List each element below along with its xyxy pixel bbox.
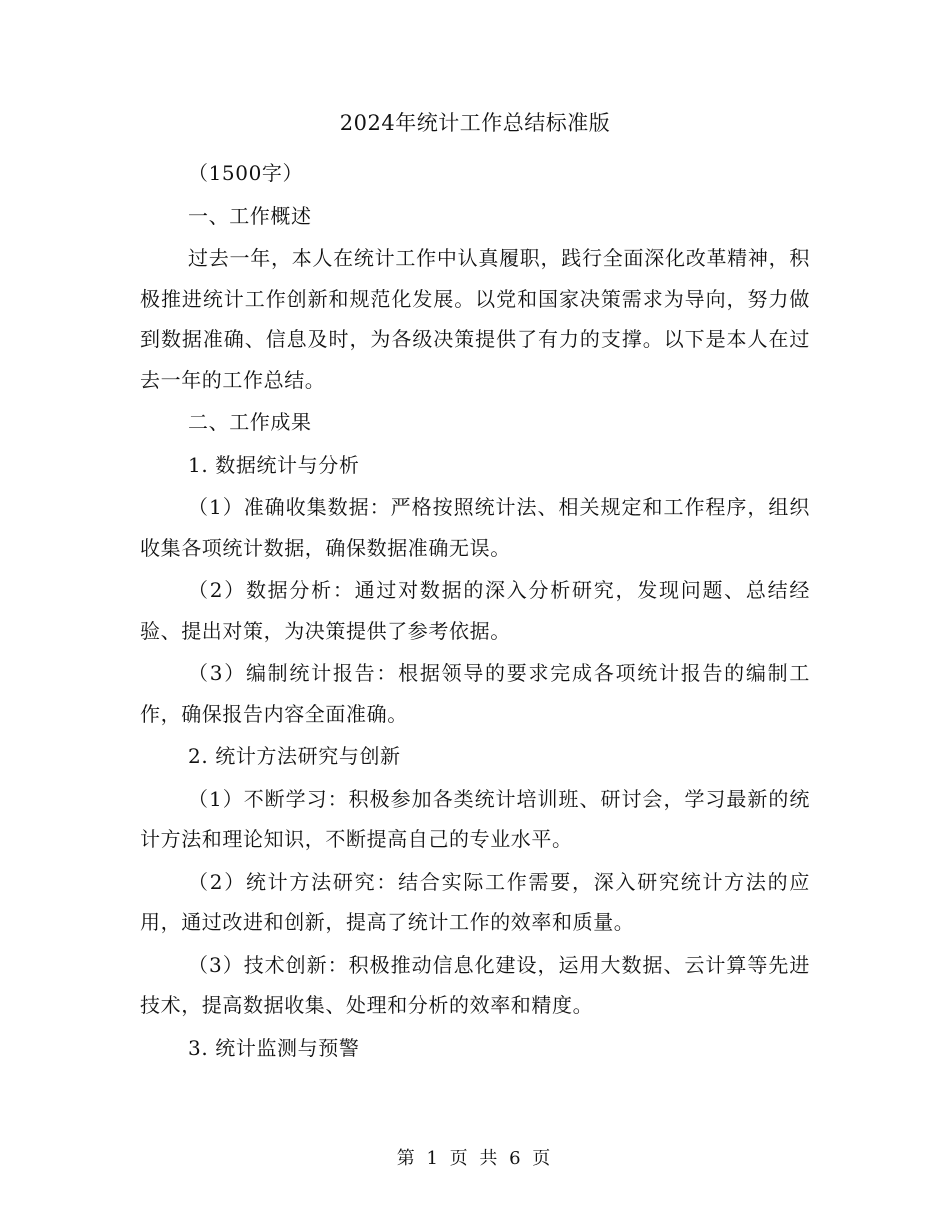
subheading-data-analysis: 1. 数据统计与分析: [188, 452, 360, 477]
paragraph-report: （3）编制统计报告：根据领导的要求完成各项统计报告的编制工作，确保报告内容全面准确。: [140, 661, 810, 726]
paragraph-learning: （1）不断学习：积极参加各类统计培训班、研讨会，学习最新的统计方法和理论知识，不断提高自己的专业水平。: [140, 786, 810, 851]
paragraph-method-research: （2）统计方法研究：结合实际工作需要，深入研究统计方法的应用，通过改进和创新，提高了统计工作的效率和质量。: [140, 869, 810, 934]
document-title: 2024年统计工作总结标准版: [339, 111, 611, 135]
page-footer: 第 1 页 共 6 页: [396, 1148, 554, 1169]
section-heading-overview: 一、工作概述: [188, 203, 312, 228]
word-count-note: （1500字）: [188, 161, 304, 185]
paragraph-analysis: （2）数据分析：通过对数据的深入分析研究，发现问题、总结经验、提出对策，为决策提供了参考依据。: [140, 578, 810, 643]
subheading-monitoring: 3. 统计监测与预警: [188, 1035, 360, 1060]
paragraph-overview: 过去一年，本人在统计工作中认真履职，践行全面深化改革精神，积极推进统计工作创新和规范化发展。以党和国家决策需求为导向，努力做到数据准确、信息及时，为各级决策提供了有力的支撑。以下是本人在过去一年的工作总结。: [140, 246, 810, 392]
section-heading-results: 二、工作成果: [188, 410, 312, 434]
paragraph-tech-innovation: （3）技术创新：积极推动信息化建设，运用大数据、云计算等先进技术，提高数据收集、处理和分析的效率和精度。: [140, 952, 810, 1017]
document-body: [140, 153, 810, 1070]
paragraph-collect-data: （1）准确收集数据：严格按照统计法、相关规定和工作程序，组织收集各项统计数据，确保数据准确无误。: [140, 495, 810, 560]
subheading-methods: 2. 统计方法研究与创新: [188, 744, 401, 768]
